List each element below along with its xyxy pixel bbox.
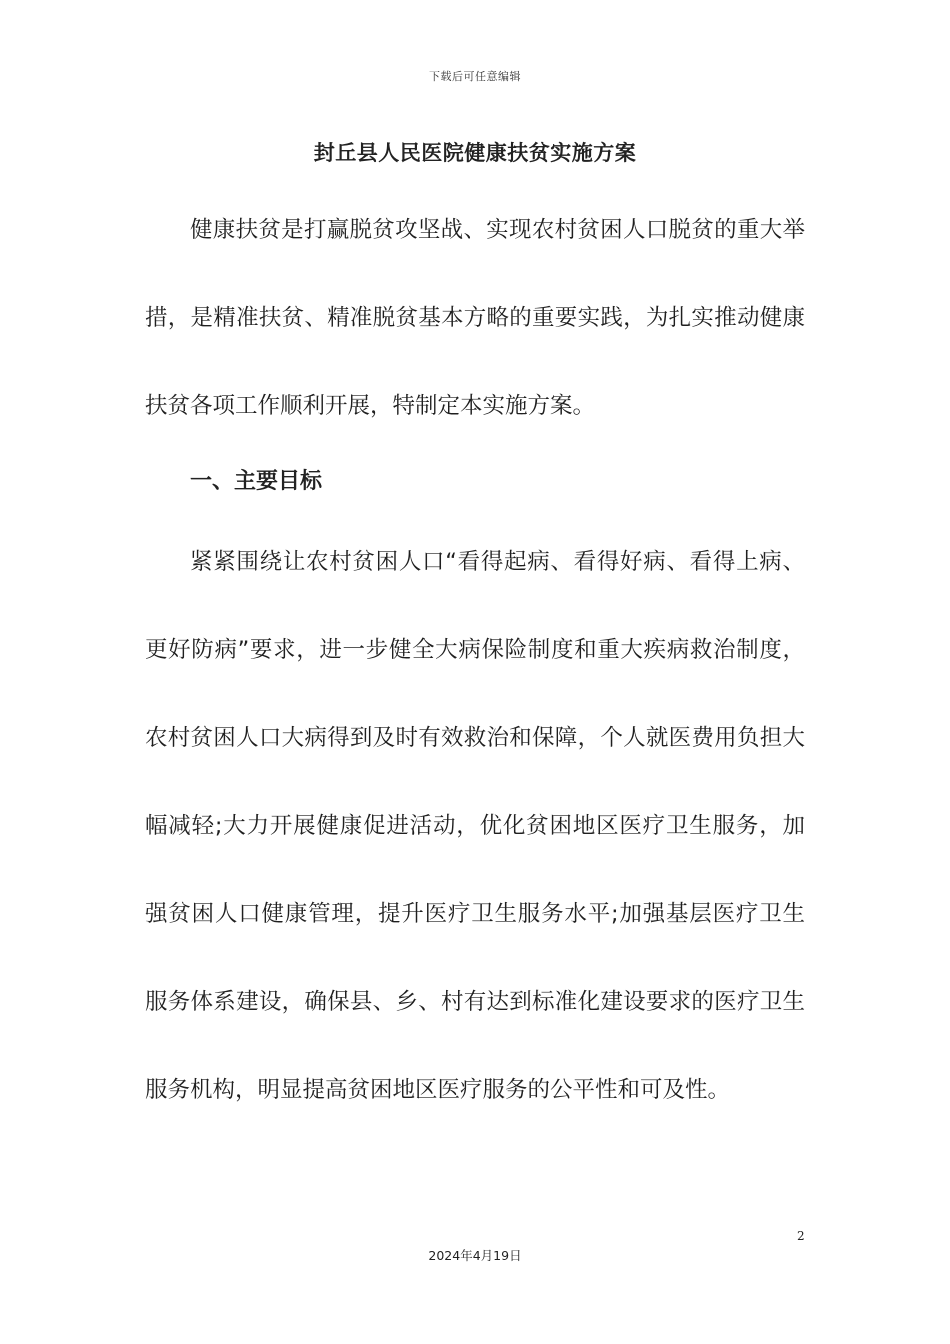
- header-note: 下载后可任意编辑: [429, 70, 521, 83]
- main-goals-paragraph: 紧紧围绕让农村贫困人口“看得起病、看得好病、看得上病、更好防病”要求，进一步健全大病保险制度和重大疾病救治制度，农村贫困人口大病得到及时有效救治和保障，个人就医费用负担大幅减轻;大力开展健康促进活动，优化贫困地区医疗卫生服务，加强贫困人口健康管理，提升医疗卫生服务水平;加强基层医疗卫生服务体系建设，确保县、乡、村有达到标准化建设要求的医疗卫生服务机构，明显提高贫困地区医疗服务的公平性和可及性。: [145, 549, 805, 1103]
- section-heading-main-goals: 一、主要目标: [190, 469, 323, 494]
- intro-paragraph: 健康扶贫是打赢脱贫攻坚战、实现农村贫困人口脱贫的重大举措，是精准扶贫、精准脱贫基本方略的重要实践，为扎实推动健康扶贫各项工作顺利开展，特制定本实施方案。: [145, 217, 805, 419]
- page-number: 2: [797, 1229, 805, 1243]
- document-title: 封丘县人民医院健康扶贫实施方案: [313, 141, 637, 165]
- footer-date: 2024年4月19日: [428, 1248, 522, 1263]
